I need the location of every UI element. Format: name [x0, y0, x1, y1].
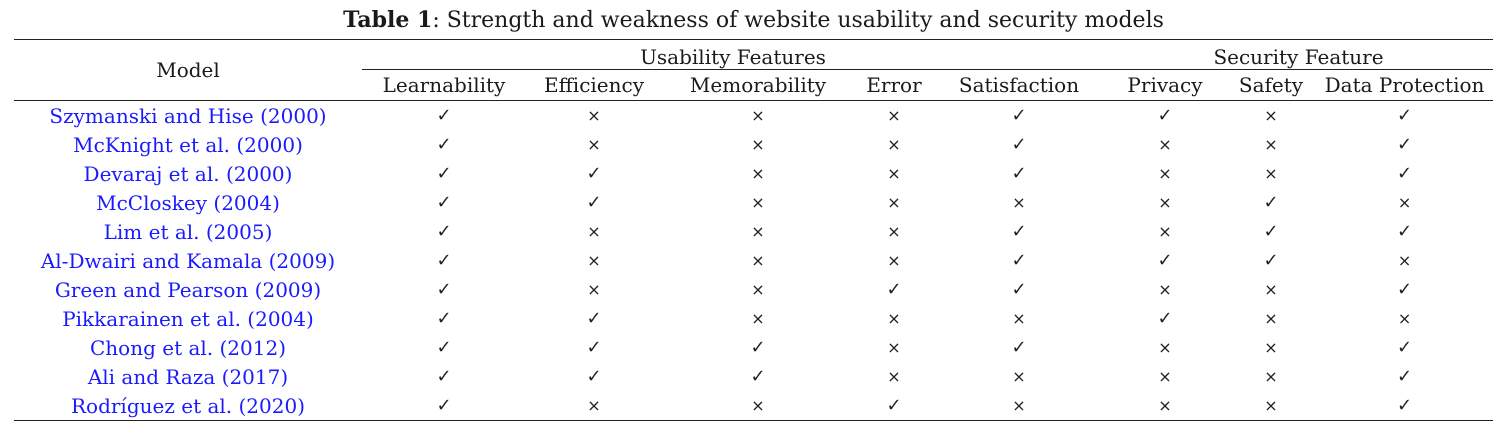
model-name-link[interactable]: Pikkarainen et al. (2004)	[62, 306, 314, 331]
cross-mark-icon: ×	[587, 250, 601, 270]
check-mark-icon: ✓	[436, 278, 452, 300]
check-mark-icon: ✓	[750, 365, 766, 387]
table-row	[14, 391, 1493, 421]
comparison-table	[14, 39, 1493, 421]
check-mark-icon: ✓	[436, 249, 452, 271]
cross-mark-icon: ×	[887, 221, 901, 241]
check-mark-icon: ✓	[1396, 336, 1413, 358]
model-header: Model	[14, 40, 362, 101]
table-row	[14, 362, 1493, 391]
check-mark-icon: ✓	[436, 336, 452, 358]
column-header-memorability: Memorability	[689, 73, 827, 97]
check-mark-icon: ✓	[1011, 278, 1027, 300]
model-name-link[interactable]: Green and Pearson (2009)	[54, 277, 322, 302]
model-name-link[interactable]: Lim et al. (2005)	[103, 219, 273, 244]
check-mark-icon: ✓	[436, 191, 452, 213]
table-caption-label: Table 1	[343, 7, 433, 33]
cross-mark-icon: ×	[587, 221, 601, 241]
check-mark-icon: ✓	[1011, 220, 1027, 242]
cross-mark-icon: ×	[887, 163, 901, 183]
cross-mark-icon: ×	[1158, 279, 1172, 299]
cross-mark-icon: ×	[751, 163, 765, 183]
check-mark-icon: ✓	[1011, 104, 1027, 126]
cross-mark-icon: ×	[887, 337, 901, 357]
cross-mark-icon: ×	[751, 279, 765, 299]
cross-mark-icon: ×	[587, 134, 601, 154]
check-mark-icon: ✓	[1157, 249, 1173, 271]
cross-mark-icon: ×	[751, 134, 765, 154]
cross-mark-icon: ×	[1264, 279, 1278, 299]
cross-mark-icon: ×	[1012, 366, 1026, 386]
model-name-link[interactable]: McKnight et al. (2000)	[73, 132, 303, 157]
cross-mark-icon: ×	[1158, 134, 1172, 154]
check-mark-icon: ✓	[1396, 394, 1413, 416]
column-header-privacy: Privacy	[1127, 73, 1203, 97]
cross-mark-icon: ×	[887, 366, 901, 386]
check-mark-icon: ✓	[1396, 365, 1413, 387]
check-mark-icon: ✓	[1263, 191, 1279, 213]
table-body	[14, 101, 1493, 421]
cross-mark-icon: ×	[751, 105, 765, 125]
cross-mark-icon: ×	[1158, 192, 1172, 212]
cross-mark-icon: ×	[1012, 395, 1026, 415]
check-mark-icon: ✓	[436, 394, 452, 416]
column-header-learnability: Learnability	[382, 73, 506, 97]
cross-mark-icon: ×	[1012, 192, 1026, 212]
cross-mark-icon: ×	[751, 192, 765, 212]
cross-mark-icon: ×	[1264, 337, 1278, 357]
check-mark-icon: ✓	[436, 133, 452, 155]
check-mark-icon: ✓	[886, 394, 902, 416]
model-name-link[interactable]: Chong et al. (2012)	[89, 335, 287, 360]
check-mark-icon: ✓	[1011, 336, 1027, 358]
check-mark-icon: ✓	[1396, 133, 1413, 155]
check-mark-icon: ✓	[1263, 220, 1279, 242]
cross-mark-icon: ×	[1158, 395, 1172, 415]
check-mark-icon: ✓	[1011, 249, 1027, 271]
cross-mark-icon: ×	[887, 134, 901, 154]
check-mark-icon: ✓	[1157, 307, 1173, 329]
check-mark-icon: ✓	[886, 278, 902, 300]
model-name-link[interactable]: McCloskey (2004)	[96, 190, 280, 215]
table-row	[14, 159, 1493, 188]
table-row	[14, 217, 1493, 246]
check-mark-icon: ✓	[1396, 104, 1413, 126]
column-header-efficiency: Efficiency	[543, 73, 645, 97]
column-header-satisfaction: Satisfaction	[958, 73, 1080, 97]
check-mark-icon: ✓	[1263, 249, 1279, 271]
check-mark-icon: ✓	[750, 336, 766, 358]
check-mark-icon: ✓	[586, 162, 602, 184]
check-mark-icon: ✓	[436, 104, 452, 126]
model-name-link[interactable]: Al-Dwairi and Kamala (2009)	[40, 248, 336, 273]
cross-mark-icon: ×	[751, 250, 765, 270]
check-mark-icon: ✓	[436, 220, 452, 242]
cross-mark-icon: ×	[1158, 221, 1172, 241]
cross-mark-icon: ×	[751, 308, 765, 328]
cross-mark-icon: ×	[1158, 366, 1172, 386]
table-caption-text: : Strength and weakness of website usability and security models	[432, 8, 1164, 33]
column-header-safety: Safety	[1238, 73, 1304, 97]
check-mark-icon: ✓	[436, 307, 452, 329]
table-row	[14, 188, 1493, 217]
table-row	[14, 130, 1493, 159]
cross-mark-icon: ×	[1264, 366, 1278, 386]
cross-mark-icon: ×	[587, 105, 601, 125]
check-mark-icon: ✓	[586, 365, 602, 387]
cross-mark-icon: ×	[587, 395, 601, 415]
cross-mark-icon: ×	[1158, 337, 1172, 357]
cross-mark-icon: ×	[887, 105, 901, 125]
cross-mark-icon: ×	[1397, 250, 1412, 270]
cross-mark-icon: ×	[1264, 308, 1278, 328]
cross-mark-icon: ×	[751, 221, 765, 241]
check-mark-icon: ✓	[586, 191, 602, 213]
table-row	[14, 333, 1493, 362]
check-mark-icon: ✓	[436, 365, 452, 387]
column-header-error: Error	[866, 73, 922, 97]
check-mark-icon: ✓	[1011, 162, 1027, 184]
model-name-link[interactable]: Ali and Raza (2017)	[87, 364, 289, 389]
column-header-data-protection: Data Protection	[1324, 73, 1485, 97]
model-name-link[interactable]: Devaraj et al. (2000)	[83, 161, 293, 186]
check-mark-icon: ✓	[586, 336, 602, 358]
cross-mark-icon: ×	[1264, 105, 1278, 125]
cross-mark-icon: ×	[1264, 134, 1278, 154]
cross-mark-icon: ×	[751, 395, 765, 415]
cross-mark-icon: ×	[887, 308, 901, 328]
check-mark-icon: ✓	[586, 307, 602, 329]
check-mark-icon: ✓	[1396, 162, 1413, 184]
cross-mark-icon: ×	[1397, 308, 1412, 328]
cross-mark-icon: ×	[1264, 395, 1278, 415]
check-mark-icon: ✓	[436, 162, 452, 184]
cross-mark-icon: ×	[887, 250, 901, 270]
check-mark-icon: ✓	[1396, 220, 1413, 242]
table-row	[14, 246, 1493, 275]
cross-mark-icon: ×	[587, 279, 601, 299]
check-mark-icon: ✓	[1011, 133, 1027, 155]
table-row	[14, 275, 1493, 304]
cross-mark-icon: ×	[1264, 163, 1278, 183]
security-group-header: Security Feature	[1104, 40, 1493, 70]
model-name-link[interactable]: Rodríguez et al. (2020)	[70, 393, 306, 418]
cross-mark-icon: ×	[887, 192, 901, 212]
cross-mark-icon: ×	[1397, 192, 1412, 212]
check-mark-icon: ✓	[1396, 278, 1413, 300]
table-caption	[0, 6, 1507, 35]
table-row	[14, 101, 1493, 131]
model-name-link[interactable]: Szymanski and Hise (2000)	[49, 103, 327, 128]
cross-mark-icon: ×	[1012, 308, 1026, 328]
check-mark-icon: ✓	[1157, 104, 1173, 126]
table-row	[14, 304, 1493, 333]
cross-mark-icon: ×	[1158, 163, 1172, 183]
usability-group-header: Usability Features	[362, 40, 1104, 70]
